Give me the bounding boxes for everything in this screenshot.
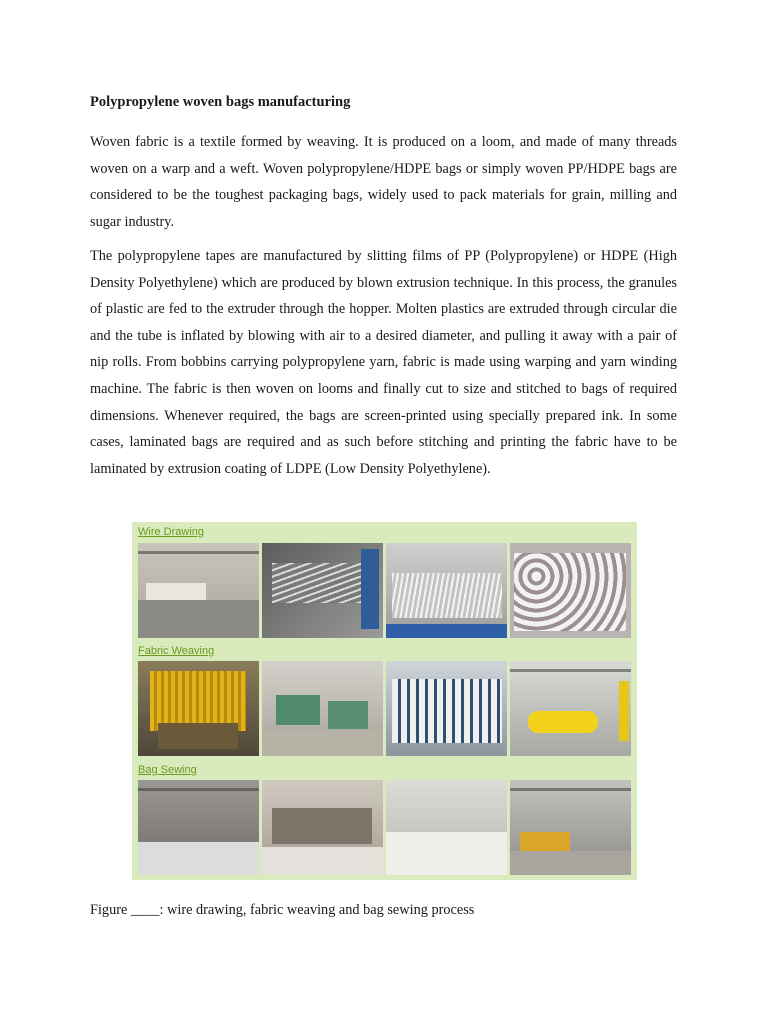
wire-drawing-photo-4 xyxy=(510,543,631,638)
figure-caption: Figure ____: wire drawing, fabric weaving and bag sewing process xyxy=(90,902,475,918)
bag-sewing-photo-1 xyxy=(138,780,259,875)
fabric-weaving-photo-2 xyxy=(262,661,383,756)
photo-row-bag-sewing xyxy=(138,780,631,875)
paragraph-manufacturing-process: The polypropylene tapes are manufactured by slitting films of PP (Polypropylene) or HDPE (High Density Polyethylene) which are produced by blown extrusion technique. In this process, the granules of plastic are fed to the extruder through the hopper. Molten plastics are extruded through circular die and the tube is inflated by blowing with air to a desired diameter, and pulling it away with a pair of nip rolls. From bobbins carrying polypropylene yarn, fabric is made using warping and yarn winding machine. The fabric is then woven on looms and finally cut to size and stitched to bags of required dimensions. Whenever required, the bags are screen-printed using specially prepared ink. In some cases, laminated bags are required and as such before stitching and printing the fabric have to be laminated by extrusion coating of LDPE (Low Density Polyethylene). xyxy=(90,248,677,477)
wire-drawing-photo-2 xyxy=(262,543,383,638)
paragraph-woven-fabric: Woven fabric is a textile formed by weaving. It is produced on a loom, and made of many threads woven on a warp and a weft. Woven polypropylene/HDPE bags or simply woven PP/HDPE bags are considered to be the toughest packaging bags, widely used to pack materials for grain, milling and sugar industry. xyxy=(90,134,677,230)
section-heading: Polypropylene woven bags manufacturing xyxy=(90,94,351,110)
fabric-weaving-photo-1 xyxy=(138,661,259,756)
section-title-fabric-weaving: Fabric Weaving xyxy=(138,645,215,657)
bag-sewing-photo-4 xyxy=(510,780,631,875)
photo-row-wire-drawing xyxy=(138,543,631,638)
photo-row-fabric-weaving xyxy=(138,661,631,756)
section-title-bag-sewing: Bag Sewing xyxy=(138,764,197,776)
fabric-weaving-photo-4 xyxy=(510,661,631,756)
wire-drawing-photo-3 xyxy=(386,543,507,638)
section-title-wire-drawing: Wire Drawing xyxy=(138,526,205,538)
bag-sewing-photo-2 xyxy=(262,780,383,875)
process-photo-figure xyxy=(132,522,637,880)
bag-sewing-photo-3 xyxy=(386,780,507,875)
fabric-weaving-photo-3 xyxy=(386,661,507,756)
wire-drawing-photo-1 xyxy=(138,543,259,638)
